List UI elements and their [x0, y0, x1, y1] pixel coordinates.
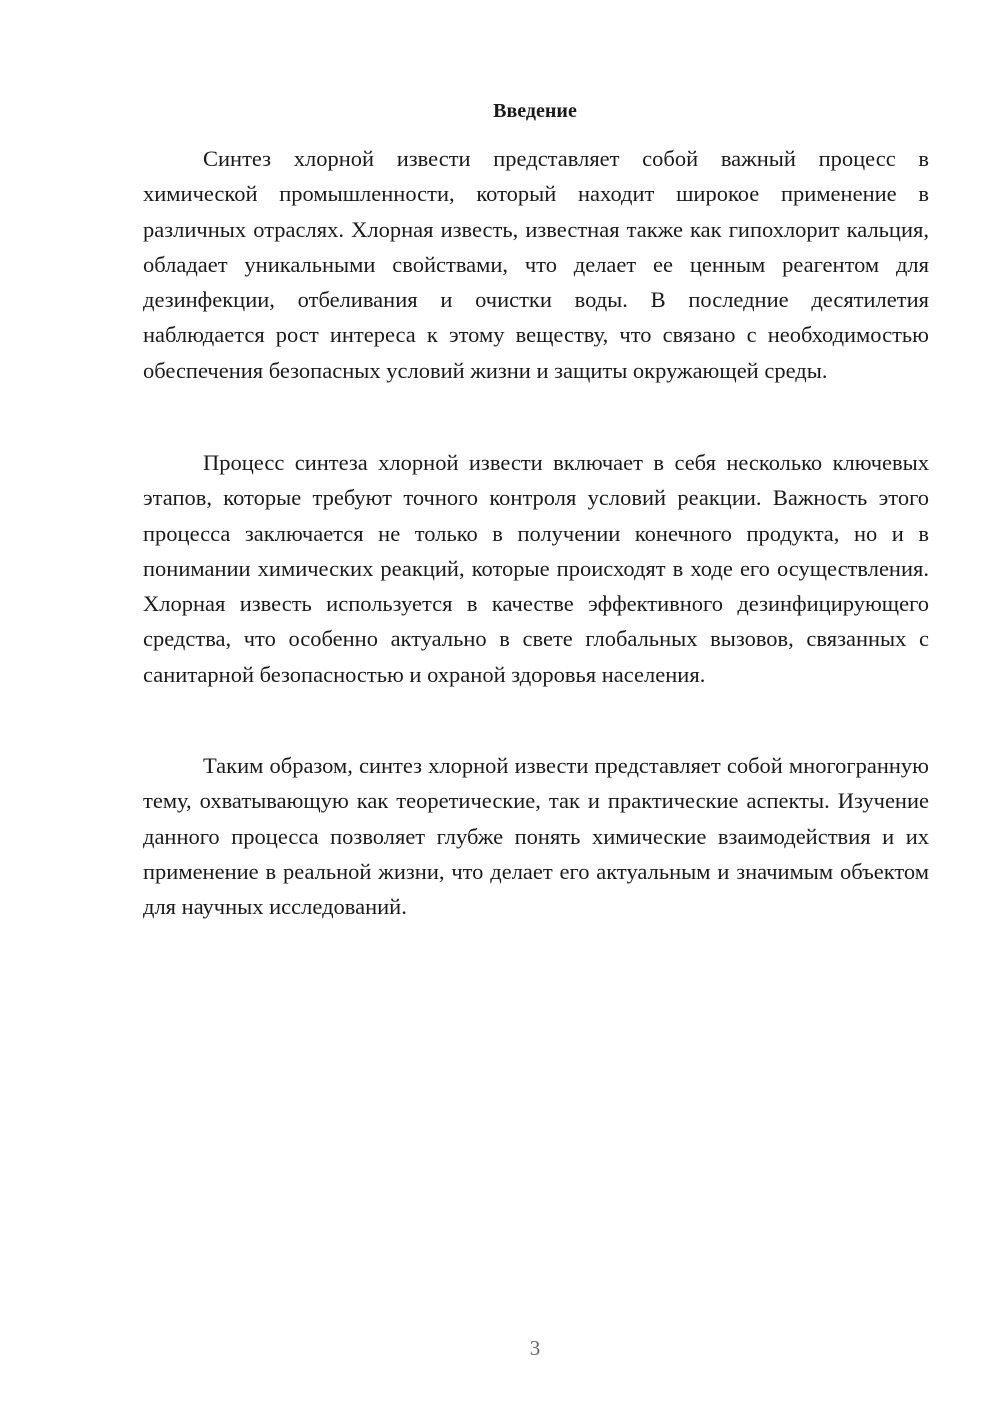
paragraph-2: Процесс синтеза хлорной извести включает в себя несколько ключевых этапов, которые требуют точного контроля условий реакции. Важность этого процесса заключается не только в получении конечного продукта, но и в понимании химических реакций, которые происходят в ходе его осуществления. Хлорная известь используется в качестве эффективного дезинфицирующего средства, что особенно актуально в свете глобальных вызовов, связанных с санитарной безопасностью и охраной здоровья населения. — [143, 450, 929, 687]
section-heading: Введение — [493, 100, 577, 122]
paragraph-3: Таким образом, синтез хлорной извести представляет собой многогранную тему, охватывающую как теоретические, так и практические аспекты. Изучение данного процесса позволяет глубже понять химические взаимодействия и их применение в реальной жизни, что делает его актуальным и значимым объектом для научных исследований. — [143, 753, 929, 920]
paragraph-1: Синтез хлорной извести представляет собой важный процесс в химической промышленности, который находит широкое применение в различных отраслях. Хлорная известь, известная также как гипохлорит кальция, обладает уникальными свойствами, что делает ее ценным реагентом для дезинфекции, отбеливания и очистки воды. В последние десятилетия наблюдается рост интереса к этому веществу, что связано с необходимостью обеспечения безопасных условий жизни и защиты окружающей среды. — [143, 146, 929, 383]
page-number: 3 — [529, 1336, 541, 1360]
